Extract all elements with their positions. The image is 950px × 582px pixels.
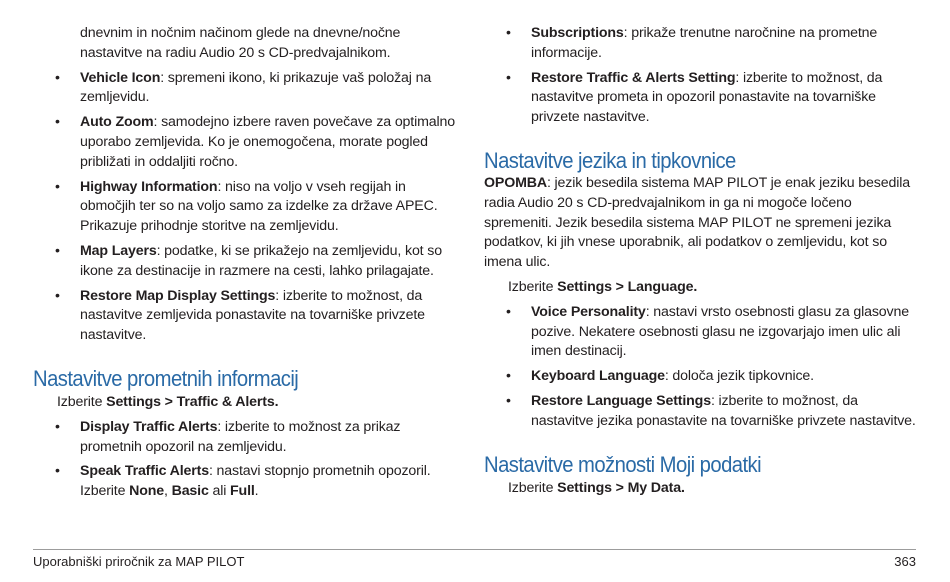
list-item: • Restore Traffic & Alerts Setting: izberite to možnost, da nastavitve prometa in opozoril ponastavite na tovarniške privzete nastavitve. (506, 69, 883, 126)
section-heading-mydata: Nastavitve možnosti Moji podatki (484, 451, 762, 477)
bullet-icon: • (55, 242, 60, 259)
list-item: • Speak Traffic Alerts: nastavi stopnjo prometnih opozoril. Izberite None, Basic ali Full. (55, 463, 431, 500)
bullet-icon: • (506, 303, 511, 320)
language-select-instruction: Izberite Settings > Language. (508, 278, 698, 295)
list-item: • Voice Personality: nastavi vrsto osebnosti glasu za glasovne pozive. Nekatere osebnosti glasu ne izgovarjajo imen ulic ali imen destinacij. (506, 303, 909, 360)
list-item: • Restore Map Display Settings: izberite to možnost, da nastavitve zemljevida ponastavite na tovarniške privzete nastavitve. (55, 287, 425, 344)
bullet-icon: • (55, 287, 60, 304)
language-settings-list (484, 303, 916, 432)
list-item: • Map Layers: podatke, ki se prikažejo na zemljevidu, kot so ikone za destinacije in razmere na cesti, lahko prilagajate. (55, 242, 442, 279)
page-footer (33, 549, 916, 570)
list-item: • Keyboard Language: določa jezik tipkovnice. (484, 367, 916, 387)
bullet-icon: • (55, 178, 60, 195)
bullet-icon: • (55, 69, 60, 86)
bullet-icon: • (506, 392, 511, 409)
list-item: • Subscriptions: prikaže trenutne naročnine na prometne informacije. (506, 25, 878, 61)
page-number: 363 (894, 554, 916, 569)
left-column (33, 24, 463, 507)
traffic-settings-list (33, 418, 463, 502)
list-item: • Auto Zoom: samodejno izbere raven povečave za optimalno uporabo zemljevida. Ko je onemogočena, morate pogled približati in oddaljiti ročno. (55, 114, 455, 170)
bullet-icon: • (506, 25, 511, 41)
list-item: • Display Traffic Alerts: izberite to možnost za prikaz prometnih opozoril na zemljevidu. (55, 418, 401, 455)
bullet-icon: • (55, 418, 60, 435)
footer-title: Uporabniški priročnik za MAP PILOT (33, 554, 245, 569)
list-item: • Vehicle Icon: spremeni ikono, ki prikazuje vaš položaj na zemljevidu. (55, 69, 432, 106)
traffic-extra-list (484, 24, 916, 128)
traffic-select-instruction: Izberite Settings > Traffic & Alerts. (57, 393, 279, 410)
bullet-icon: • (506, 69, 511, 86)
map-settings-list (33, 69, 463, 346)
list-item: • Restore Language Settings: izberite to možnost, da nastavitve jezika ponastavite na tovarniške privzete nastavitve. (506, 392, 916, 429)
mydata-select-instruction: Izberite Settings > My Data. (508, 479, 685, 496)
list-item: • Highway Information: niso na voljo v vseh regijah in območjih ter so na voljo samo za izdelke za države APEC. Prikazuje prihodnje storitve na zemljevidu. (55, 178, 438, 235)
section-heading-language: Nastavitve jezika in tipkovnice (484, 147, 736, 173)
bullet-icon: • (55, 463, 60, 480)
right-column (484, 24, 916, 498)
language-note: OPOMBA: jezik besedila sistema MAP PILOT je enak jeziku besedila radia Audio 20 s CD-predvajalnikom in ga ni mogoče ločeno spremeniti. Jezik besedila sistema MAP PILOT ne spremeni jezika podatkov, ki jih vnese uporabnik, ali podatkov o zemljevidu, kot so imena ulic. (484, 174, 910, 271)
bullet-icon: • (55, 114, 60, 131)
bullet-icon: • (506, 368, 511, 385)
section-heading-traffic: Nastavitve prometnih informacij (33, 365, 299, 391)
intro-paragraph: dnevnim in nočnim načinom glede na dnevne/nočne nastavitve na radiu Audio 20 s CD-predvajalnikom. (80, 25, 401, 61)
